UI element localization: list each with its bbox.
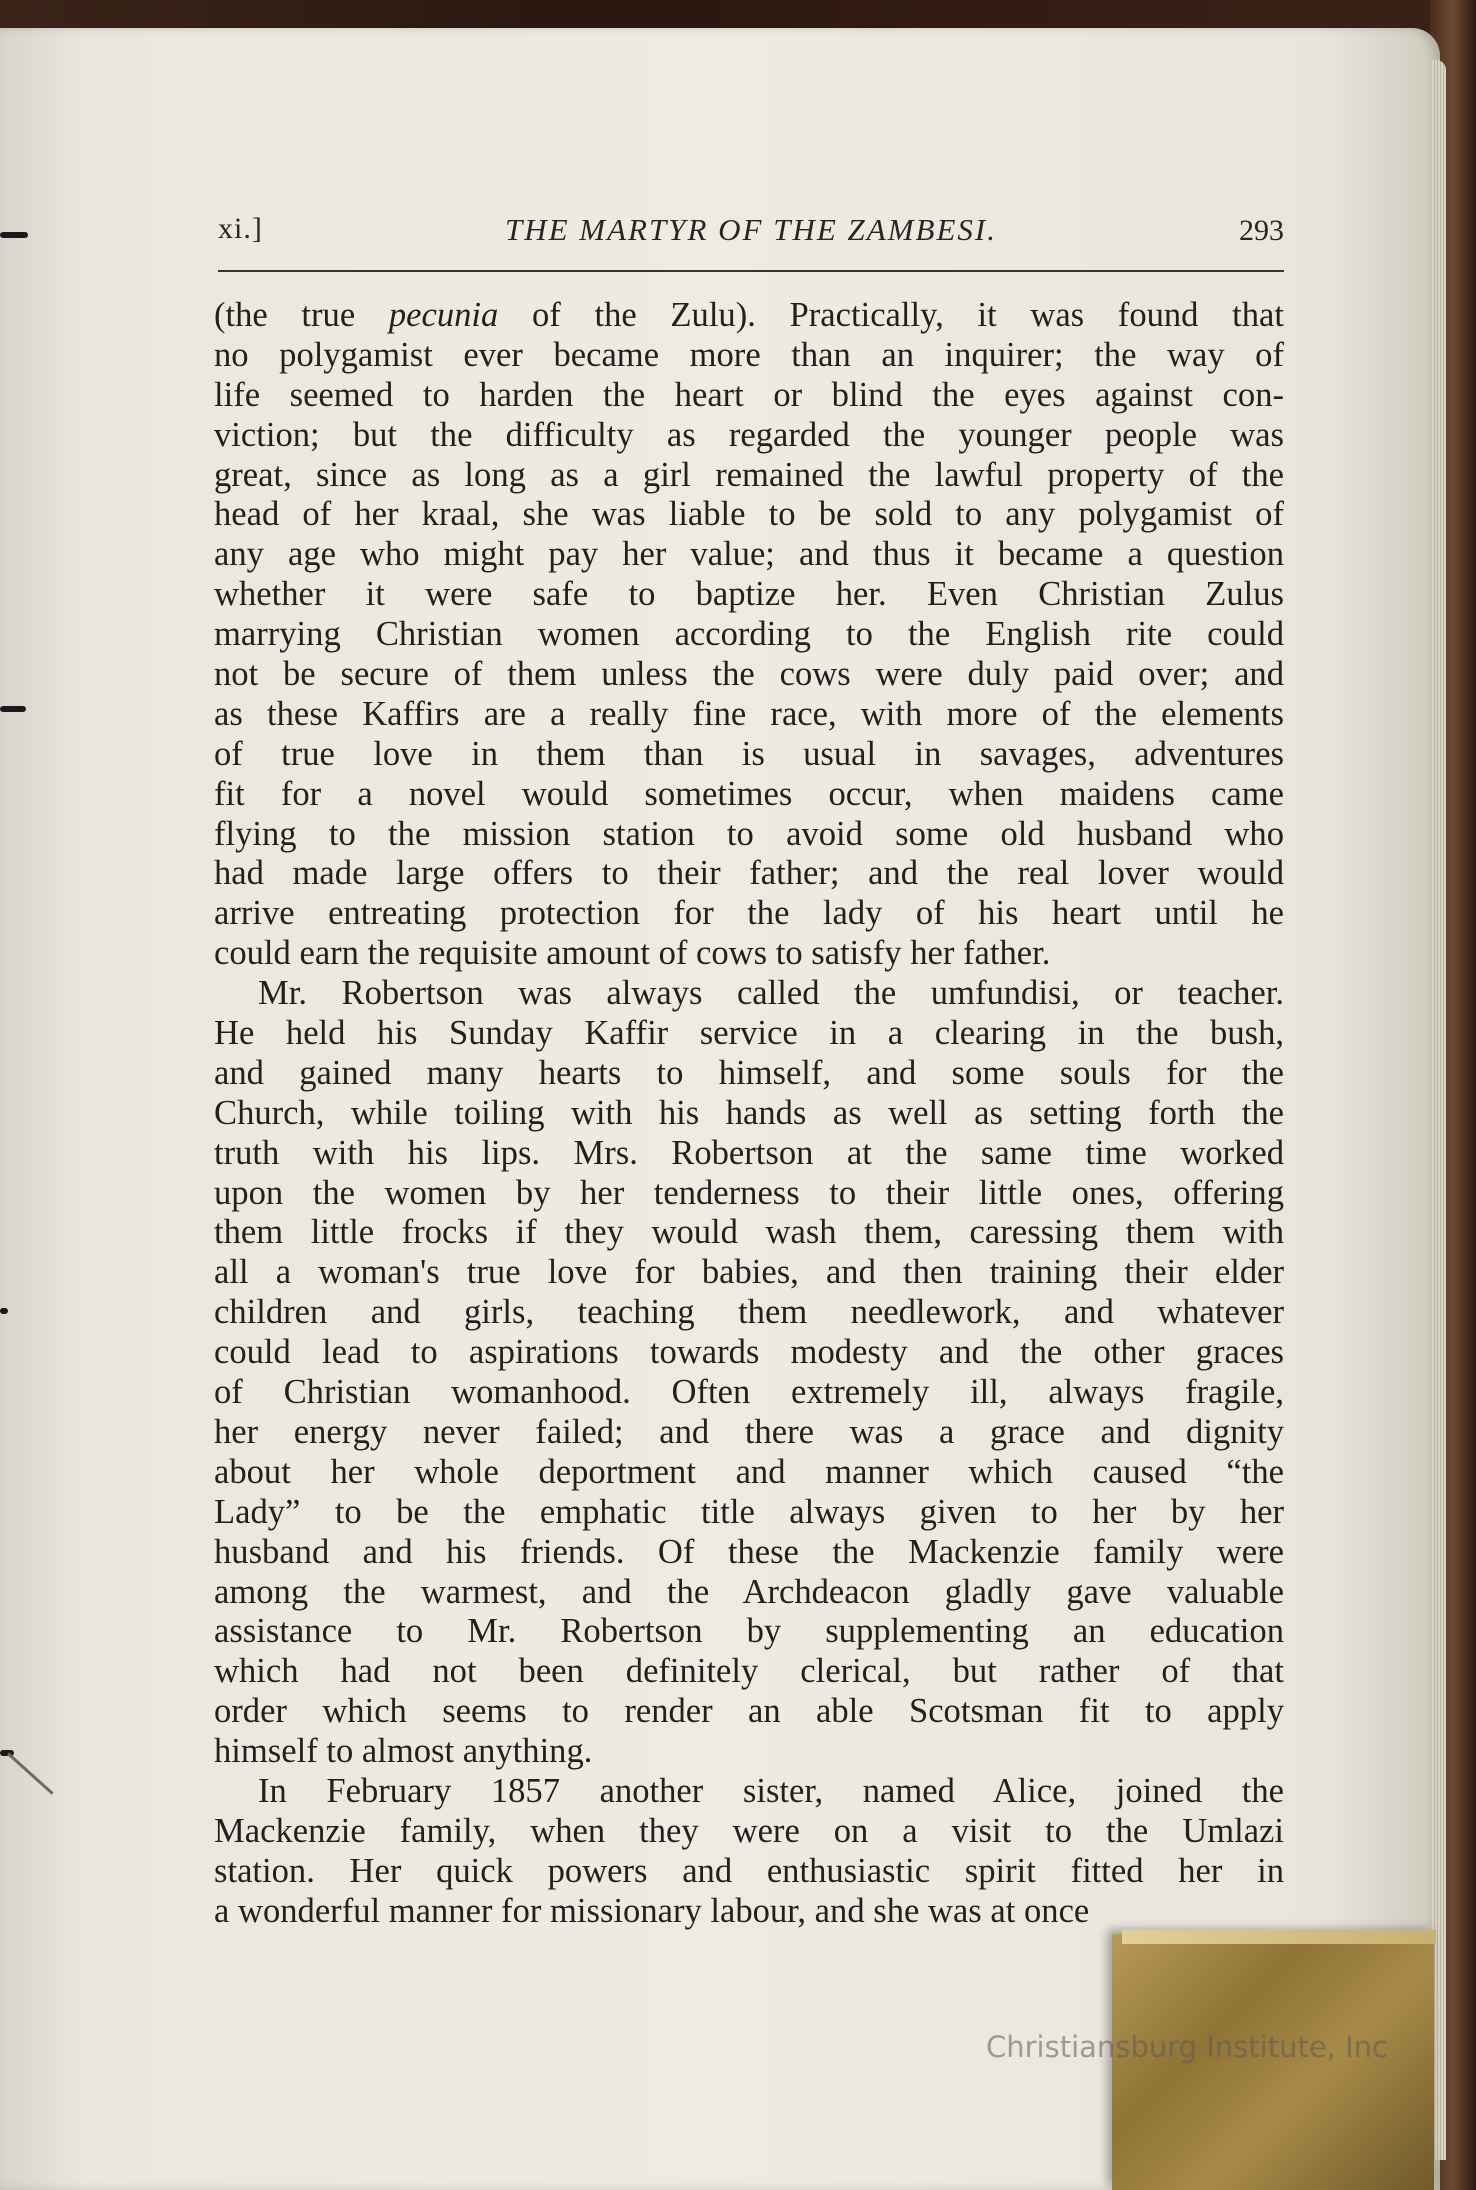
text-line: flying to the mission station to avoid some old husband who bbox=[214, 814, 1284, 853]
text-line: Church, while toiling with his hands as well as setting forth the bbox=[214, 1093, 1284, 1132]
text-line: fit for a novel would sometimes occur, when maidens came bbox=[214, 774, 1284, 813]
binding-stitch bbox=[0, 1308, 8, 1314]
text-line: as these Kaffirs are a really fine race, with more of the elements bbox=[214, 694, 1284, 733]
text-line: could earn the requisite amount of cows to satisfy her father. bbox=[214, 934, 1051, 973]
binding-stitch bbox=[0, 232, 28, 238]
text-line: could lead to aspirations towards modesty and the other graces bbox=[214, 1333, 1284, 1372]
text-line: order which seems to render an able Scotsman fit to apply bbox=[214, 1692, 1284, 1731]
text-line: her energy never failed; and there was a grace and dignity bbox=[214, 1412, 1284, 1451]
chapter-number: xi.] bbox=[218, 212, 263, 245]
text-line: In February 1857 another sister, named Alice, joined the bbox=[258, 1771, 1284, 1810]
text-line: station. Her quick powers and enthusiastic spirit fitted her in bbox=[214, 1851, 1284, 1890]
text-line: of Christian womanhood. Often extremely ill, always fragile, bbox=[214, 1373, 1284, 1412]
text-line: had made large offers to their father; and the real lover would bbox=[214, 854, 1284, 893]
text-segment: of the Zulu). Practically, it was found that bbox=[498, 296, 1284, 334]
text-line: life seemed to harden the heart or blind the eyes against con- bbox=[214, 375, 1284, 414]
text-line: which had not been definitely clerical, but rather of that bbox=[214, 1652, 1284, 1691]
text-line: all a woman's true love for babies, and then training their elder bbox=[214, 1253, 1284, 1292]
header-rule bbox=[218, 270, 1284, 272]
text-line: head of her kraal, she was liable to be sold to any polygamist of bbox=[214, 495, 1284, 534]
text-line: a wonderful manner for missionary labour, and she was at once bbox=[214, 1891, 1090, 1930]
running-head bbox=[218, 212, 1284, 262]
text-line: Lady” to be the emphatic title always given to her by her bbox=[214, 1492, 1284, 1531]
text-line: and gained many hearts to himself, and some souls for the bbox=[214, 1053, 1284, 1092]
text-line: husband and his friends. Of these the Mackenzie family were bbox=[214, 1532, 1284, 1571]
text-line: assistance to Mr. Robertson by supplementing an education bbox=[214, 1612, 1284, 1651]
text-line: any age who might pay her value; and thus it became a question bbox=[214, 535, 1284, 574]
body-text bbox=[214, 296, 1284, 1932]
text-line bbox=[214, 296, 1284, 336]
running-title: THE MARTYR OF THE ZAMBESI. bbox=[504, 212, 997, 247]
text-line: Mackenzie family, when they were on a visit to the Umlazi bbox=[214, 1811, 1284, 1850]
text-line: great, since as long as a girl remained the lawful property of the bbox=[214, 455, 1284, 494]
page-number: 293 bbox=[1239, 214, 1284, 247]
text-line: He held his Sunday Kaffir service in a clearing in the bush, bbox=[214, 1014, 1284, 1053]
text-line: upon the women by her tenderness to their little ones, offering bbox=[214, 1173, 1284, 1212]
text-line: truth with his lips. Mrs. Robertson at the same time worked bbox=[214, 1133, 1284, 1172]
text-line: himself to almost anything. bbox=[214, 1732, 593, 1771]
text-line: of true love in them than is usual in savages, adventures bbox=[214, 734, 1284, 773]
text-line: among the warmest, and the Archdeacon gladly gave valuable bbox=[214, 1572, 1284, 1611]
watermark: Christiansburg Institute, Inc bbox=[986, 2030, 1388, 2064]
text-line: whether it were safe to baptize her. Even Christian Zulus bbox=[214, 575, 1284, 614]
text-line: not be secure of them unless the cows were duly paid over; and bbox=[214, 655, 1284, 694]
page-edge-stack bbox=[1432, 60, 1446, 2160]
text-line: no polygamist ever became more than an inquirer; the way of bbox=[214, 335, 1284, 374]
text-line: Mr. Robertson was always called the umfundisi, or teacher. bbox=[258, 974, 1284, 1013]
gold-bookmark-edge bbox=[1122, 1930, 1436, 1944]
text-line: arrive entreating protection for the lady of his heart until he bbox=[214, 894, 1284, 933]
text-line: them little frocks if they would wash them, caressing them with bbox=[214, 1213, 1284, 1252]
text-line: children and girls, teaching them needlework, and whatever bbox=[214, 1293, 1284, 1332]
text-line: about her whole deportment and manner which caused “the bbox=[214, 1452, 1284, 1491]
text-segment: (the true bbox=[214, 296, 389, 334]
binding-stitch bbox=[0, 706, 26, 712]
text-line: viction; but the difficulty as regarded the younger people was bbox=[214, 415, 1284, 454]
text-line: marrying Christian women according to the English rite could bbox=[214, 615, 1284, 654]
italic-term: pecunia bbox=[388, 296, 499, 334]
